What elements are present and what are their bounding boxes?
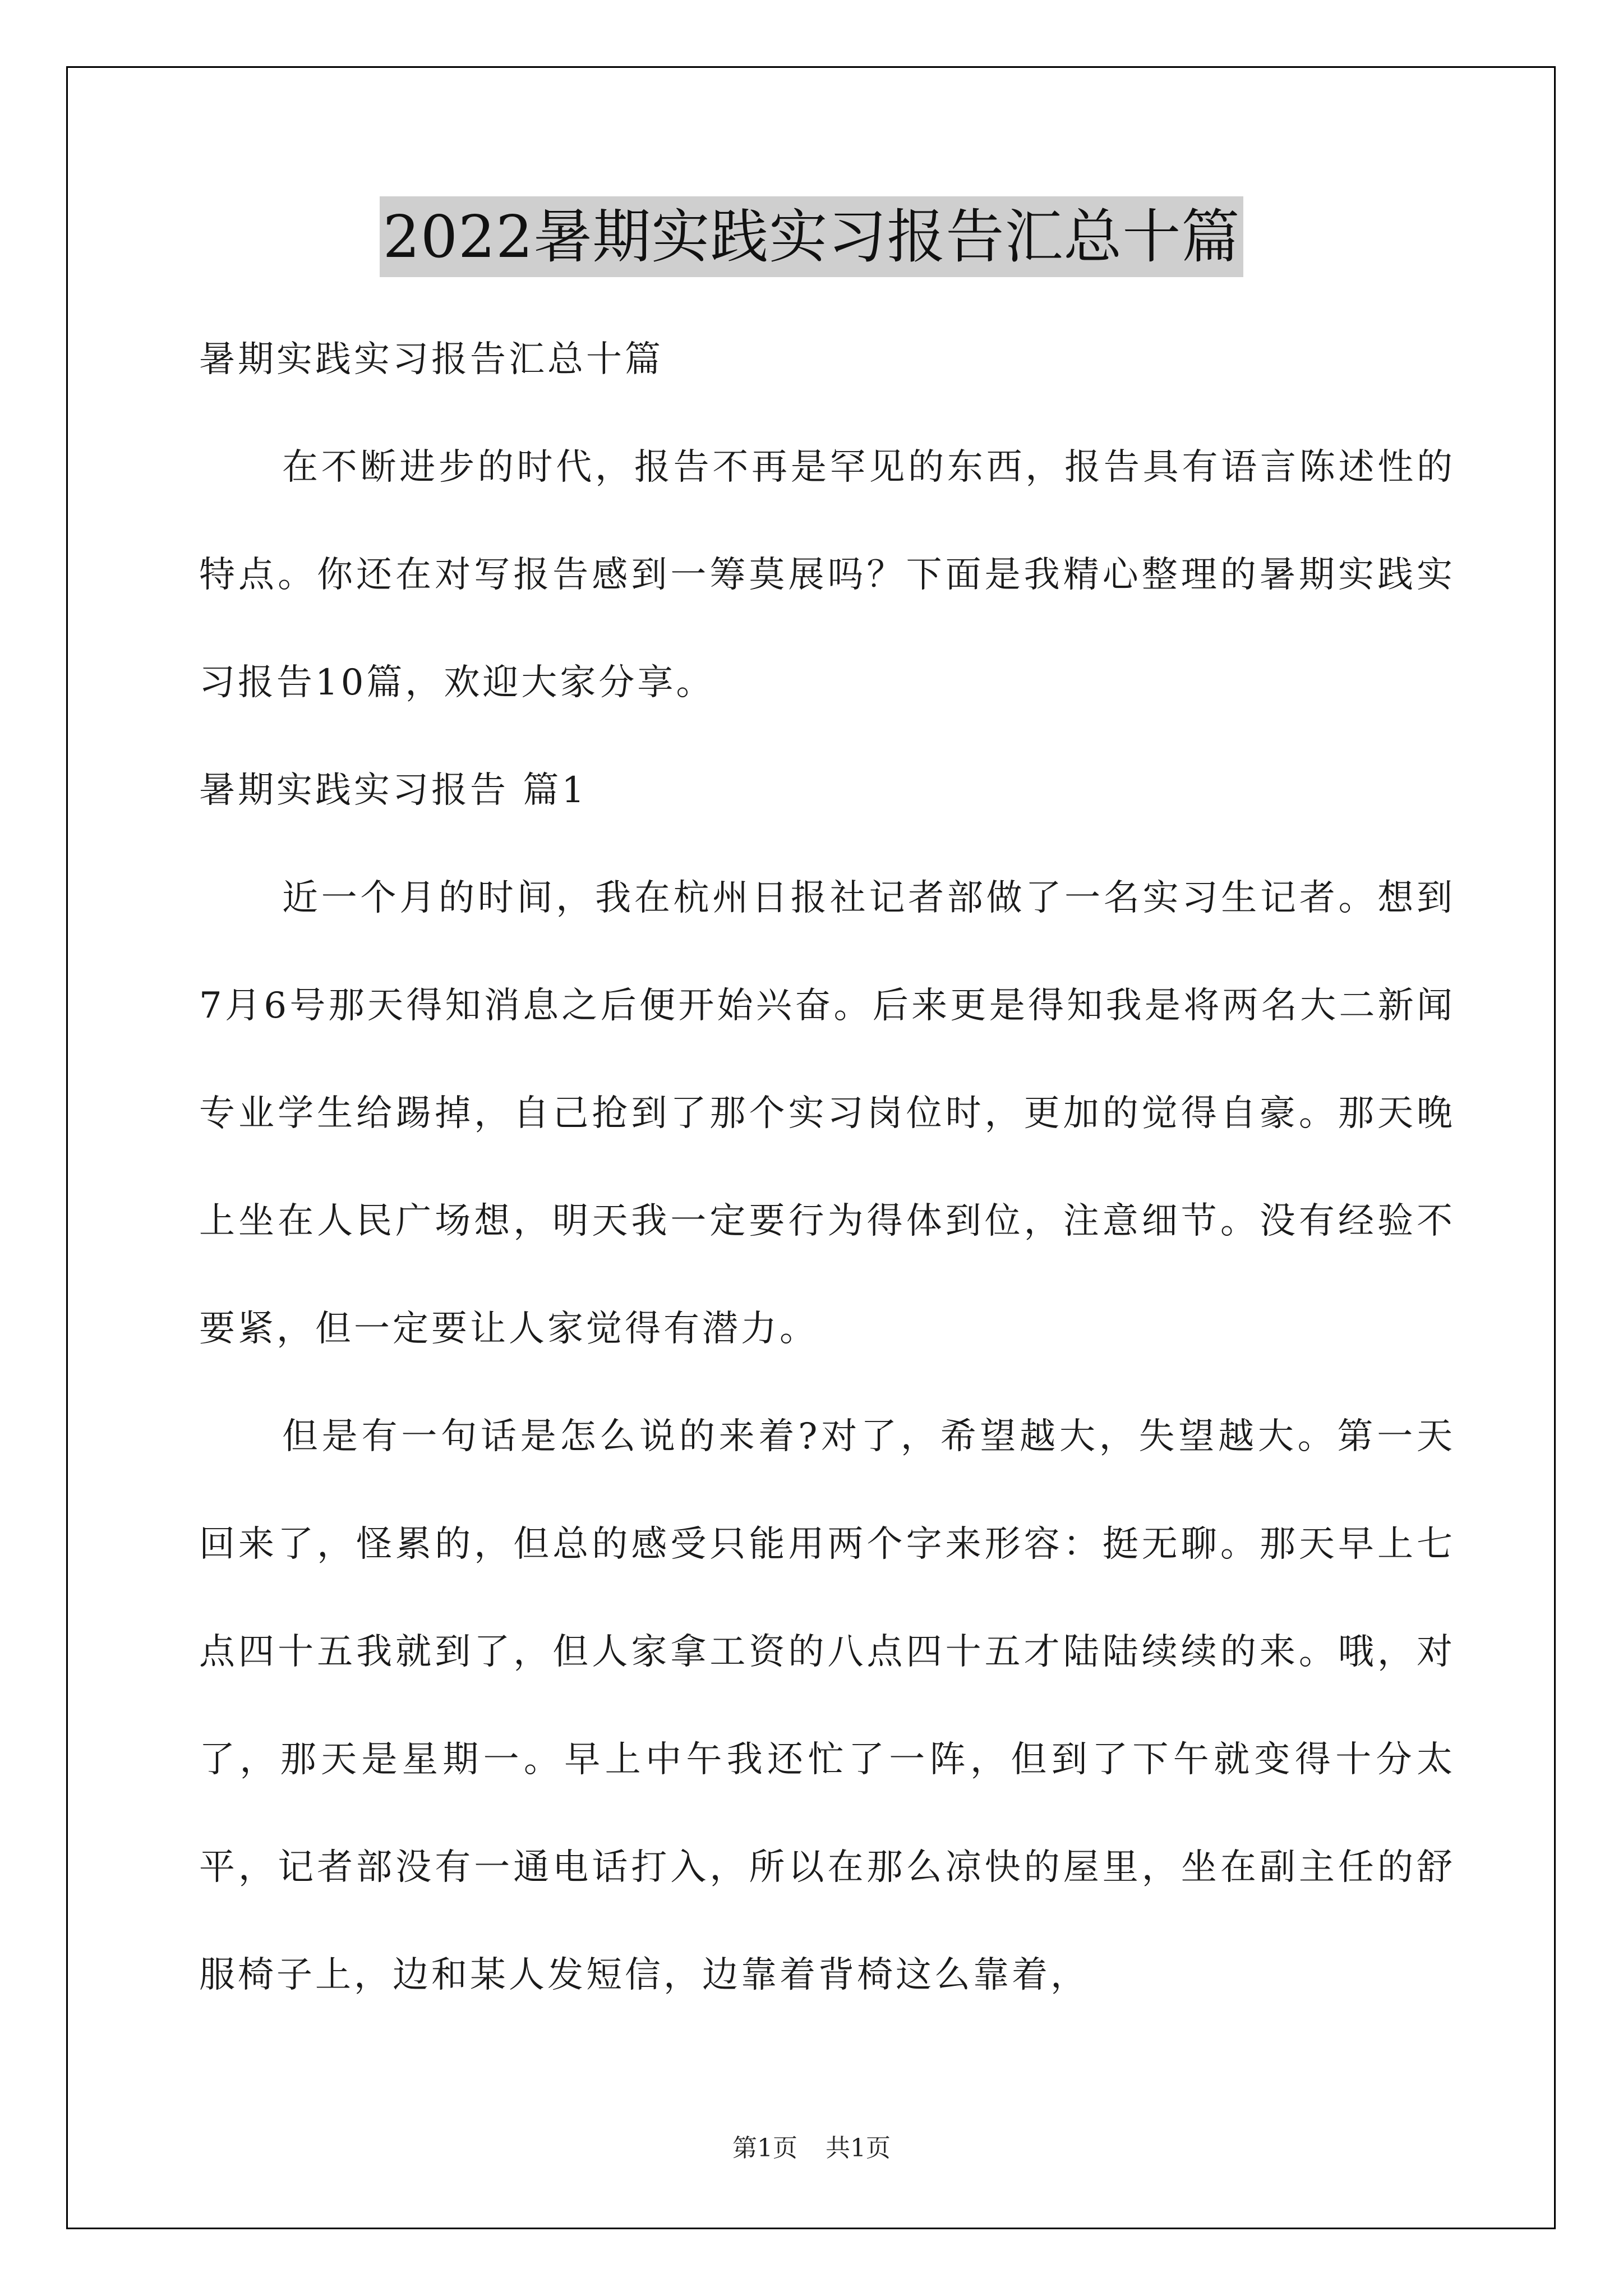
page-footer <box>0 2132 1623 2165</box>
document-title: 2022暑期实践实习报告汇总十篇 <box>380 196 1244 277</box>
document-subtitle: 暑期实践实习报告汇总十篇 <box>199 339 663 380</box>
title-area <box>0 196 1623 277</box>
section-heading: 暑期实践实习报告 篇1 <box>199 770 588 811</box>
intro-paragraph: 在不断进步的时代，报告不再是罕见的东西，报告具有语言陈述性的特点。你还在对写报告感到一筹莫展吗？下面是我精心整理的暑期实践实习报告10篇，欢迎大家分享。 <box>199 447 1455 703</box>
page-number: 第1页 <box>732 2134 797 2162</box>
body-paragraph: 近一个月的时间，我在杭州日报社记者部做了一名实习生记者。想到7月6号那天得知消息之后便开始兴奋。后来更是得知我是将两名大二新闻专业学生给踢掉，自己抢到了那个实习岗位时，更加的觉得自豪。那天晚上坐在人民广场想，明天我一定要行为得体到位，注意细节。没有经验不要紧，但一定要让人家觉得有潜力。 <box>199 877 1455 1350</box>
document-body <box>199 306 1455 2029</box>
body-paragraph: 但是有一句话是怎么说的来着?对了，希望越大，失望越大。第一天回来了，怪累的，但总的感受只能用两个字来形容：挺无聊。那天早上七点四十五我就到了，但人家拿工资的八点四十五才陆陆续续的来。哦，对了，那天是星期一。早上中午我还忙了一阵，但到了下午就变得十分太平，记者部没有一通电话打入，所以在那么凉快的屋里，坐在副主任的舒服椅子上，边和某人发短信，边靠着背椅这么靠着， <box>199 1416 1455 1996</box>
page-total: 共1页 <box>826 2134 891 2162</box>
